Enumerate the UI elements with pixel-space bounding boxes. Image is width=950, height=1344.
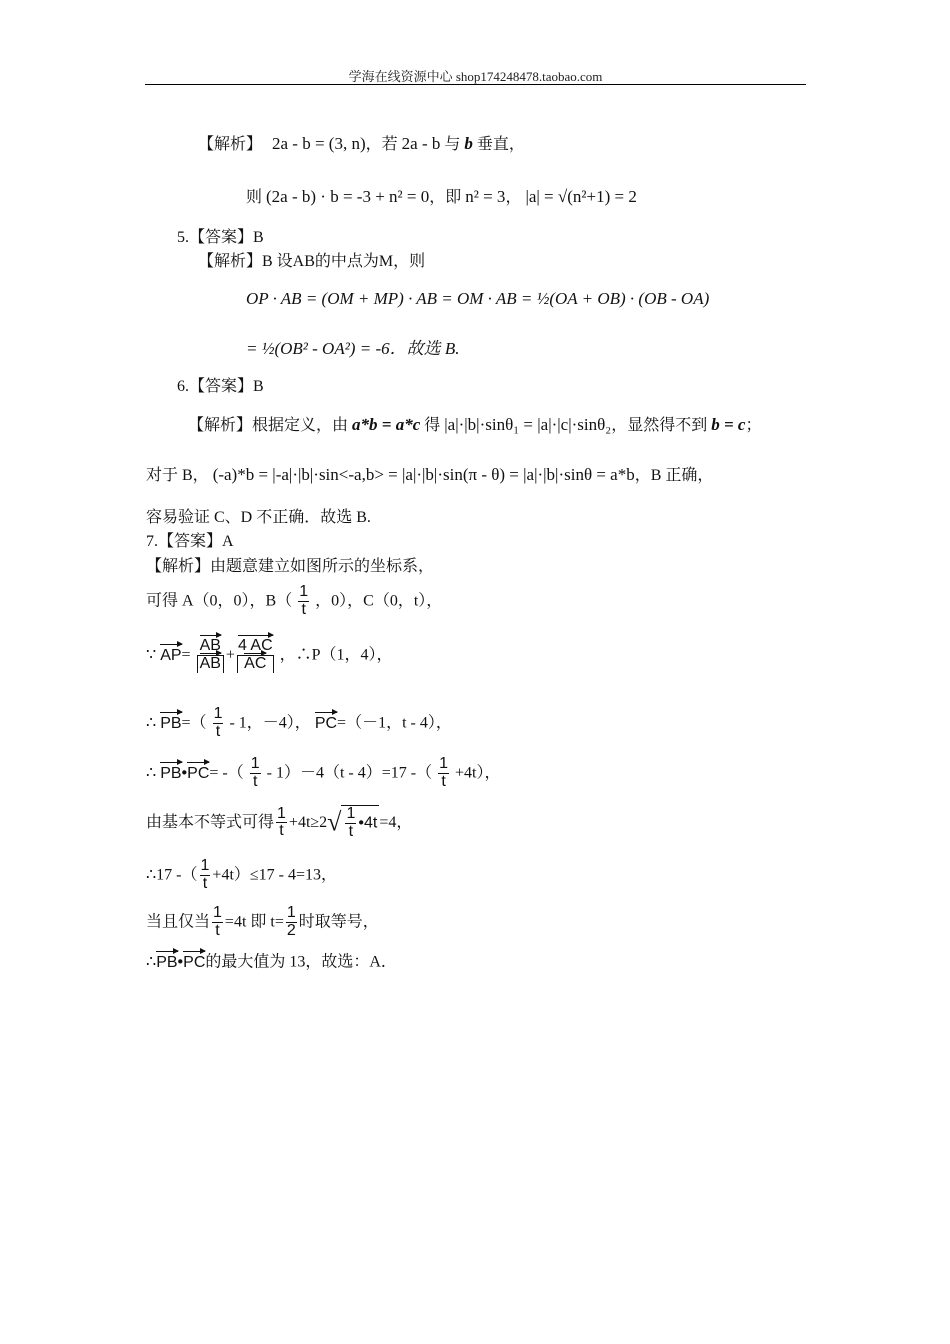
sec5-answer: 5.【答案】B: [177, 229, 264, 246]
sec7-line2: [146, 584, 442, 619]
vec-PC-2: PC: [187, 764, 210, 782]
text-equality: 时取等号，: [298, 913, 379, 931]
num: 1: [213, 705, 223, 722]
sec4-line1: [198, 135, 525, 154]
text-ruo: ，若: [365, 136, 398, 153]
jiexi-label: 【解析】: [198, 136, 263, 153]
frac-1-over-t-2: [213, 706, 224, 741]
num: 1: [286, 904, 296, 921]
sec5-eq2: = ½(OB² - OA²) = -6．故选 B.: [246, 339, 460, 358]
dot-op: •: [358, 814, 364, 832]
frac-1-over-t-7: [200, 858, 211, 893]
vec-PB-3: PB: [156, 953, 178, 971]
num: 1: [439, 755, 449, 772]
dot-op: •: [177, 953, 184, 971]
frac-4AC-over-absAC: [237, 638, 274, 673]
sec5-line1: 【解析】B 设AB的中点为M，则: [198, 253, 426, 270]
text-ze: 则: [246, 189, 263, 206]
eq-a-star-b: a*b = a*c: [352, 415, 421, 434]
num: 1: [346, 805, 356, 822]
vec-PB-2: PB: [160, 764, 182, 782]
text-P: ，∴P（1，4），: [279, 646, 393, 664]
text-le-13: +4t）≤17 - 4=13，: [212, 866, 338, 884]
den: t: [348, 822, 354, 840]
sec7-line9: [146, 953, 397, 971]
sec6-line3: 容易验证 C、D 不正确．故选 B.: [146, 509, 371, 526]
den: t: [215, 722, 221, 740]
four-t: 4t: [363, 814, 378, 832]
text-coords-rest: ，0），C（0，t），: [315, 592, 443, 610]
text-semicolon: ；: [745, 417, 762, 434]
num: 1: [277, 804, 286, 822]
text-yu: 与: [444, 136, 461, 153]
text-17: ∴17 -（: [146, 866, 198, 884]
sec7-line6: 由基本不等式可得 $\frac{1}{t}$ +4t≥2√ $\frac{1}{t}$ •4t =4，: [146, 804, 413, 840]
text-de: 得: [424, 417, 441, 434]
sec7-line5: [146, 756, 501, 791]
frac-1-over-t-6: [345, 806, 356, 841]
vec-AP: AP: [160, 646, 182, 664]
therefore-symbol: ∴: [146, 953, 157, 971]
den: t: [215, 921, 220, 939]
num: 1: [213, 904, 222, 921]
eq-b-eq-c: b = c: [711, 415, 746, 434]
eq-dot-product: (2a - b) · b = -3 + n² = 0: [266, 187, 430, 206]
num: 1: [250, 755, 260, 772]
den: t: [279, 822, 284, 840]
text-b-correct: ，B 正确，: [634, 467, 714, 484]
sec5-eq1: OP · AB = (OM + MP) · AB = OM · AB = ½(OA + OB) · (OB - OA): [246, 289, 710, 308]
sec4-line2: [246, 188, 637, 207]
vec-AB-abs: AB: [199, 654, 221, 672]
plus-sign: +: [225, 646, 235, 664]
text-comma: ，: [505, 189, 522, 206]
text-eq-4t: =4t 即 t=: [224, 913, 284, 931]
text-dangqie: 当且仅当: [146, 913, 211, 931]
sec6-answer: 6.【答案】B: [177, 378, 264, 395]
den: t: [441, 772, 446, 790]
frac-1-over-t-3: [250, 756, 261, 791]
frac-1-over-t-5: [276, 806, 287, 841]
den: t: [252, 772, 258, 790]
den: t: [301, 600, 306, 618]
text-genju: 【解析】根据定义，由: [188, 417, 349, 434]
frac-1-over-t-4: [438, 756, 449, 791]
eq-open: =（: [181, 714, 207, 732]
text-chuizhi: 垂直，: [476, 136, 525, 153]
therefore-symbol: ∴: [146, 714, 157, 732]
sec6-line2: [146, 466, 713, 485]
text-coords: 可得 A（0，0），B（: [146, 592, 293, 610]
dot-tail: +4t），: [455, 764, 501, 782]
text-max: 的最大值为 13，故选：A．: [205, 953, 397, 971]
eq-b: b: [464, 134, 473, 153]
text-eq4: =4，: [379, 814, 413, 831]
vec-PC-3: PC: [183, 953, 206, 971]
sec7-line7: [146, 858, 337, 893]
num: 1: [200, 857, 210, 874]
den: t: [202, 874, 208, 892]
text-inequality: 由基本不等式可得: [146, 814, 275, 831]
eq-2a-b: 2a - b = (3, n): [272, 134, 366, 153]
den: 2: [286, 921, 296, 939]
sqrt-content: [341, 805, 379, 841]
PC-coords: =（－1，t - 4），: [337, 714, 452, 732]
dot-expansion: - 1）－4（t - 4）=17 -（: [266, 764, 433, 782]
header-rule: [145, 84, 806, 85]
therefore-symbol: ∴: [146, 764, 157, 782]
text-xianran: ，显然得不到: [611, 417, 708, 434]
page-header: 学海在线资源中心 shop174248478.taobao.com: [348, 69, 603, 84]
sec6-line1: [188, 416, 761, 435]
vec-PC: PC: [314, 714, 338, 732]
eq-abs-a: |a| = √(n²+1) = 2: [525, 187, 637, 206]
sec7-answer: 7.【答案】A: [146, 533, 234, 550]
text-ji: ，即: [429, 189, 462, 206]
eq-n-squared: n² = 3: [465, 187, 506, 206]
text-ge-2: +4t≥2: [288, 814, 328, 831]
sec7-line1: 【解析】由题意建立如图所示的坐标系，: [146, 558, 435, 575]
frac-1-over-t-8: [212, 905, 223, 940]
eq-neg: = -（: [209, 764, 244, 782]
frac-AB-over-absAB: [197, 638, 224, 673]
vec-4AC: 4 AC: [237, 637, 273, 654]
eq-sin-theta: |a|·|b|·sinθ₁ = |a|·|c|·sinθ₂: [444, 415, 612, 434]
eq-2a-b-2: 2a - b: [401, 134, 441, 153]
vec-AB: AB: [199, 637, 221, 654]
sec7-line4: [146, 706, 452, 741]
because-symbol: ∵: [146, 646, 157, 664]
sec7-line3: ∵ AP= $\frac{AB}{AB}$ + $\frac{4 AC}{AC}$ ，∴P（1，4），: [146, 637, 393, 672]
vec-PB: PB: [160, 714, 182, 732]
sec7-line8: [146, 905, 379, 940]
frac-1-over-t: [298, 584, 309, 619]
frac-1-over-2: [286, 905, 297, 940]
PB-coords: - 1，－4），: [229, 714, 311, 732]
dot-op: •: [181, 764, 188, 782]
text-duiyu-b: 对于 B，: [146, 467, 209, 484]
vec-AC-abs: AC: [244, 654, 267, 672]
num: 1: [299, 583, 309, 600]
eq-neg-a-star-b: (-a)*b = |-a|·|b|·sin<-a,b> = |a|·|b|·sin(π - θ) = |a|·|b|·sinθ = a*b: [212, 465, 635, 484]
